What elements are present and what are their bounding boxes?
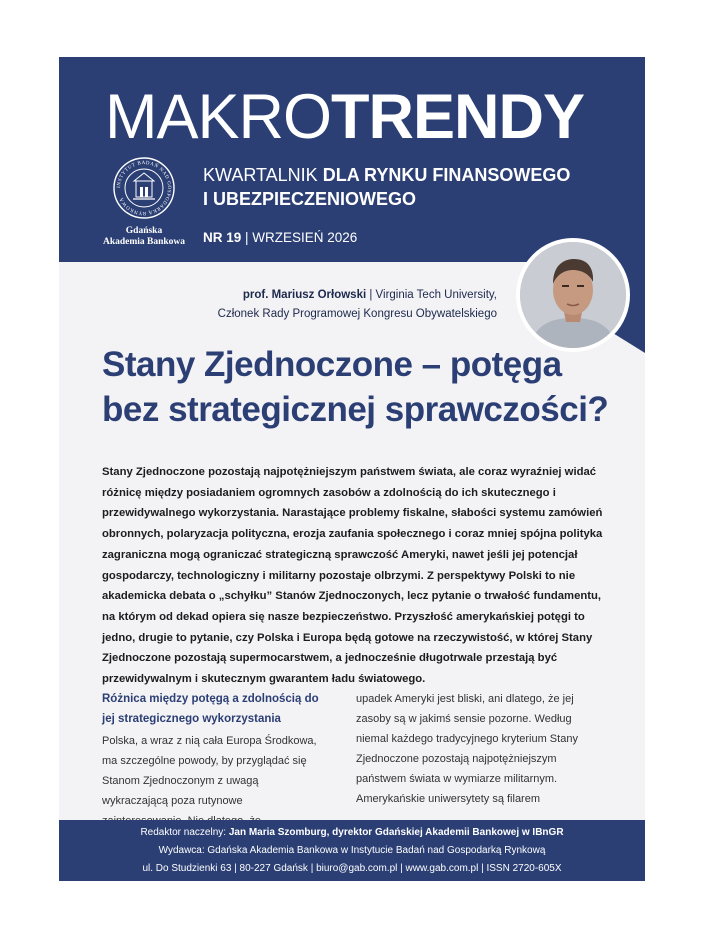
- newsletter-page: [59, 57, 645, 881]
- logo-line-2: Akademia Bankowa: [102, 237, 186, 247]
- masthead-title: [105, 79, 584, 155]
- footer: [59, 820, 645, 881]
- footer-editor-value: Jan Maria Szomburg, dyrektor Gdańskiej Akademii Bankowej w IBnGR: [228, 827, 564, 838]
- masthead-subtitle: [203, 163, 570, 211]
- issue-separator: |: [241, 230, 253, 245]
- author-byline: [179, 286, 497, 324]
- body-text-right: upadek Ameryki jest bliski, ani dlatego, że jej zasoby są w jakimś sensie pozorne. Według niemal każdego tradycyjnego kryterium Stany Zjednoczone pozostają najpotężniejszym państwem świata w wymiarze militarnym. Amerykańskie uniwersytety są filarem: [356, 693, 578, 805]
- logo-ring-text: INSTYTUT BADAŃ NAD GOSPODARKĄ RYNKOWĄ: [116, 160, 172, 216]
- article-headline: Stany Zjednoczone – potęga bez strategicznej sprawczości?: [102, 345, 609, 429]
- issue-number: NR 19: [203, 230, 242, 245]
- author-portrait-icon: [520, 242, 626, 348]
- footer-publisher: Wydawca: Gdańska Akademia Bankowa w Instytucie Badań nad Gospodarką Rynkową: [158, 845, 546, 856]
- author-affiliation-2: Członek Rady Programowej Kongresu Obywatelskiego: [217, 308, 497, 320]
- masthead-title-light: MAKRO: [105, 82, 332, 152]
- subtitle-bold-1: DLA RYNKU FINANSOWEGO: [322, 165, 571, 185]
- issue-info: [203, 230, 357, 245]
- logo-line-1: Gdańska: [125, 226, 163, 236]
- subtitle-bold-2: I UBEZPIECZENIOWEGO: [203, 189, 417, 209]
- institute-seal-icon: [113, 157, 175, 219]
- footer-address: ul. Do Studzienki 63 | 80-227 Gdańsk | biuro@gab.com.pl | www.gab.com.pl | ISSN 2720-605X: [142, 863, 562, 874]
- article-column-right: [356, 689, 604, 809]
- body-text-left: Polska, a wraz z nią cała Europa Środkowa, ma szczególne powody, by przyglądać się Stanom Zjednoczonym z uwagą wykraczającą poza rutynowe: [102, 735, 317, 807]
- author-name: prof. Mariusz Orłowski: [242, 289, 367, 301]
- section-heading: Różnica między potęgą a zdolnością do jej strategicznego wykorzystania: [102, 693, 319, 725]
- article-column-left: [102, 689, 325, 831]
- article-lead: Stany Zjednoczone pozostają najpotężniejszym państwem świata, ale coraz wyraźniej widać różnicę między posiadaniem ogromnych zasobów a zdolnością do ich skutecznego i przewidywalnego wykorzystania. Narastające problemy fiskalne, słabości systemu zamówień obronnych, polaryzacja polityczna, erozja zaufania społecznego i coraz mniej spójna polityka zagraniczna mogą ograniczać strategiczną sprawczość Ameryki, nawet jeśli jej potencjał gospodarczy, technologiczny i militarny pozostaje olbrzymi. Z perspektywy Polski to nie akademicka debata o „schyłku” Stanów Zjednoczonych, lecz pytanie o trwałość fundamentu, na którym od dekad opiera się nasze bezpieczeństwo. Przyszłość amerykańskiej potęgi to jedno, drugie to pytanie, czy Polska i Europa będą gotowe na rzeczywistość, w której Stany Zjednoczone pozostają supermocarstwem, a jednocześnie długotrwale przestają być przewidywalnym i skutecznym gwarantem ładu światowego.: [102, 466, 603, 686]
- institute-logo: [101, 157, 187, 255]
- footer-editor-label: Redaktor naczelny:: [140, 827, 229, 838]
- footer-editor: [59, 824, 645, 842]
- issue-date: WRZESIEŃ 2026: [252, 230, 358, 245]
- author-affiliation-1: | Virginia Tech University,: [366, 289, 497, 301]
- subtitle-light: KWARTALNIK: [203, 165, 323, 185]
- masthead-title-bold: TRENDY: [331, 82, 585, 152]
- author-photo: [516, 238, 630, 352]
